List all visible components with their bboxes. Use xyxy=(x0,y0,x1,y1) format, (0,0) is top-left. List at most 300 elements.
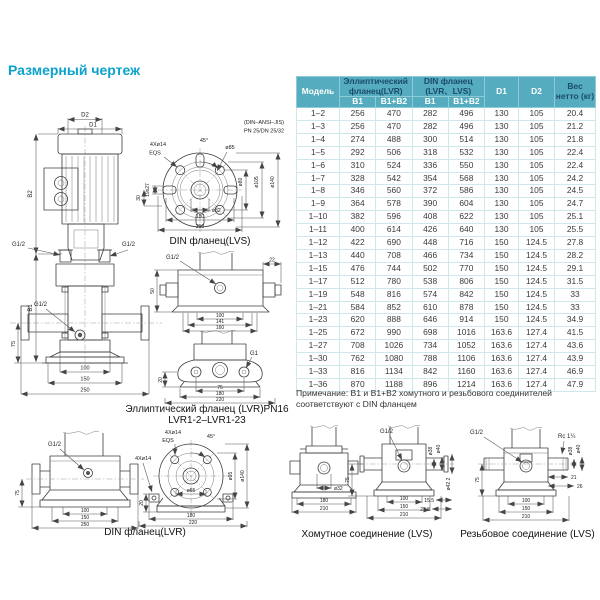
table-cell: 163.6 xyxy=(485,379,519,392)
table-cell: 130 xyxy=(485,224,519,237)
table-cell: 1–5 xyxy=(297,146,340,159)
table-cell: 584 xyxy=(340,301,376,314)
table-cell: 1160 xyxy=(448,366,484,379)
table-cell: 105 xyxy=(519,133,555,146)
table-cell: 816 xyxy=(376,288,412,301)
table-cell: 524 xyxy=(376,159,412,172)
table-cell: 124.5 xyxy=(519,301,555,314)
clamp-connection-drawing xyxy=(286,424,456,526)
dim-label-d140: ø140 xyxy=(270,176,276,188)
table-cell: 124.5 xyxy=(519,288,555,301)
table-cell: 364 xyxy=(340,198,376,211)
table-cell: 346 xyxy=(340,185,376,198)
dim-label-15-5: 15.5 xyxy=(424,498,434,504)
table-cell: 550 xyxy=(448,159,484,172)
dim-label-20: 20 xyxy=(158,377,164,383)
table-cell: 105 xyxy=(519,185,555,198)
caption-elliptical-line2: LVR1-2–LVR1-23 xyxy=(168,415,246,426)
table-cell: 512 xyxy=(340,275,376,288)
table-cell: 41.5 xyxy=(555,327,596,340)
table-cell: 43.6 xyxy=(555,340,596,353)
dim-label-22-5: 22.5 xyxy=(420,507,430,513)
table-cell: 336 xyxy=(412,159,448,172)
table-cell: 1080 xyxy=(376,353,412,366)
table-cell: 274 xyxy=(340,133,376,146)
dim-label-d42-2: ø42.2 xyxy=(446,477,452,491)
table-cell: 124.5 xyxy=(519,314,555,327)
table-cell: 1214 xyxy=(448,379,484,392)
dim-label-75: 75 xyxy=(11,340,17,348)
table-row xyxy=(297,185,596,198)
table-cell: 816 xyxy=(340,366,376,379)
table-cell: 672 xyxy=(340,327,376,340)
table-cell: 127.4 xyxy=(519,327,555,340)
table-row xyxy=(297,172,596,185)
clamp-mid-dimensions xyxy=(150,255,281,332)
table-cell: 1–2 xyxy=(297,107,340,120)
col-group-elliptical-flange: Эллиптический фланец(LVR) xyxy=(340,77,413,97)
table-cell: 734 xyxy=(448,249,484,262)
table-cell: 1106 xyxy=(448,353,484,366)
table-cell: 488 xyxy=(376,133,412,146)
dim-label-100: 100 xyxy=(80,508,90,514)
table-cell: 496 xyxy=(448,120,484,133)
dim-label-210: 210 xyxy=(521,514,531,520)
table-cell: 470 xyxy=(376,107,412,120)
table-cell: 604 xyxy=(448,198,484,211)
table-cell: 150 xyxy=(485,314,519,327)
table-cell: 105 xyxy=(519,198,555,211)
dim-label-150: 150 xyxy=(521,506,531,512)
table-cell: 130 xyxy=(485,198,519,211)
table-cell: 105 xyxy=(519,172,555,185)
table-cell: 24.2 xyxy=(555,172,596,185)
dim-label-21: 21 xyxy=(571,475,577,481)
table-cell: 130 xyxy=(485,159,519,172)
table-cell: 150 xyxy=(485,275,519,288)
table-cell: 708 xyxy=(376,249,412,262)
lvr-side-shapes xyxy=(26,431,144,507)
dim-label-d1: D1 xyxy=(89,122,97,129)
table-row xyxy=(297,198,596,211)
table-header xyxy=(297,77,596,108)
table-cell: 1–19 xyxy=(297,288,340,301)
table-cell: 422 xyxy=(340,237,376,250)
table-cell: 1–10 xyxy=(297,211,340,224)
table-cell: 1–13 xyxy=(297,249,340,262)
table-cell: 734 xyxy=(412,340,448,353)
table-cell: 1–21 xyxy=(297,301,340,314)
table-cell: 130 xyxy=(485,146,519,159)
clamp-connection-right-dimensions xyxy=(345,429,452,519)
table-row xyxy=(297,237,596,250)
table-cell: 640 xyxy=(448,224,484,237)
table-cell: 33 xyxy=(555,288,596,301)
dim-label-d105: ø105 xyxy=(254,176,260,188)
elliptical-flange-dimensions xyxy=(158,351,275,404)
table-cell: 46.9 xyxy=(555,366,596,379)
lvr-flange-front-view-drawing xyxy=(133,426,263,530)
table-cell: 646 xyxy=(412,314,448,327)
table-cell: 1–4 xyxy=(297,133,340,146)
col-header-b1-elliptical: B1 xyxy=(340,97,376,108)
table-cell: 470 xyxy=(376,120,412,133)
lvr-flange-shapes xyxy=(149,440,233,514)
elliptical-flange-shapes xyxy=(178,330,262,387)
table-cell: 400 xyxy=(340,224,376,237)
dim-label-210b: 210 xyxy=(399,512,409,518)
table-cell: 27.8 xyxy=(555,237,596,250)
dim-label-eqs: EQS xyxy=(162,438,174,444)
dim-label-26: 26 xyxy=(577,484,583,490)
table-row xyxy=(297,327,596,340)
dim-label-100: 100 xyxy=(80,365,90,372)
table-cell: 130 xyxy=(485,133,519,146)
table-cell: 870 xyxy=(340,379,376,392)
table-cell: 150 xyxy=(485,237,519,250)
table-cell: 292 xyxy=(340,146,376,159)
dim-label-b1: B1 xyxy=(28,304,34,312)
col-header-weight: Вес нетто (кг) xyxy=(555,77,596,108)
table-cell: 105 xyxy=(519,146,555,159)
dim-label-150: 150 xyxy=(80,515,90,521)
table-cell: 1–12 xyxy=(297,237,340,250)
table-cell: 888 xyxy=(376,314,412,327)
table-cell: 105 xyxy=(519,120,555,133)
table-cell: 105 xyxy=(519,224,555,237)
table-cell: 282 xyxy=(412,120,448,133)
dim-label-160: 160 xyxy=(215,325,225,331)
dim-label-g12: G1/2 xyxy=(48,442,62,448)
dim-label-50: 50 xyxy=(150,288,156,294)
table-cell: 390 xyxy=(412,198,448,211)
dim-label-4xd14: 4Xø14 xyxy=(149,142,167,148)
table-cell: 300 xyxy=(412,133,448,146)
dim-label-d40: ø40 xyxy=(576,444,582,454)
table-cell: 163.6 xyxy=(485,340,519,353)
table-cell: 538 xyxy=(412,275,448,288)
lvr-flange-dimensions xyxy=(135,430,249,527)
table-cell: 532 xyxy=(448,146,484,159)
dim-label-150: 150 xyxy=(80,376,90,383)
table-note xyxy=(296,388,596,410)
col-group-din-flange: DIN фланец (LVR、LVS) xyxy=(412,77,485,97)
table-cell: 43.9 xyxy=(555,353,596,366)
table-cell: 127.4 xyxy=(519,353,555,366)
dim-label-250: 250 xyxy=(80,522,90,528)
table-cell: 256 xyxy=(340,107,376,120)
table-cell: 124.5 xyxy=(519,275,555,288)
lvs-flange-dimensions xyxy=(136,120,284,232)
table-cell: 124.5 xyxy=(519,262,555,275)
note-line-1: Примечание: B1 и B1+B2 хомутного и резьбового соединителей xyxy=(296,388,552,398)
table-cell: 614 xyxy=(376,224,412,237)
table-cell: 610 xyxy=(412,301,448,314)
dim-label-d2: D2 xyxy=(81,112,89,119)
dim-label-220: 220 xyxy=(188,520,198,526)
table-cell: 130 xyxy=(485,120,519,133)
table-row xyxy=(297,146,596,159)
dim-label-75: 75 xyxy=(15,490,21,496)
standard-label-line1: (DIN–ANSI–JIS) xyxy=(243,120,285,126)
dim-label-b2: B2 xyxy=(28,190,34,198)
table-row xyxy=(297,224,596,237)
table-cell: 506 xyxy=(376,146,412,159)
dim-label-g12-right: G1/2 xyxy=(122,242,136,248)
lvr-side-view-drawing xyxy=(12,430,140,534)
table-cell: 25.1 xyxy=(555,211,596,224)
table-cell: 163.6 xyxy=(485,366,519,379)
col-header-d2: D2 xyxy=(519,77,555,108)
table-cell: 354 xyxy=(412,172,448,185)
dim-label-100: 100 xyxy=(521,498,531,504)
caption-din-flange-lvs: DIN фланец(LVS) xyxy=(169,236,251,247)
table-cell: 328 xyxy=(340,172,376,185)
clamp-mid-view-drawing xyxy=(148,250,293,334)
table-cell: 502 xyxy=(412,262,448,275)
dim-label-d38: ø38 xyxy=(428,446,434,456)
dim-label-30: 30 xyxy=(136,195,142,201)
table-cell: 382 xyxy=(340,211,376,224)
note-line-2: соответствуют с DIN фланцем xyxy=(296,399,417,410)
table-cell: 1–17 xyxy=(297,275,340,288)
table-cell: 1016 xyxy=(448,327,484,340)
table-cell: 21.2 xyxy=(555,120,596,133)
table-cell: 127.4 xyxy=(519,379,555,392)
table-cell: 542 xyxy=(376,172,412,185)
table-cell: 34.9 xyxy=(555,314,596,327)
table-cell: 20.4 xyxy=(555,107,596,120)
caption-elliptical-flange xyxy=(122,404,292,426)
table-cell: 1188 xyxy=(376,379,412,392)
dim-label-180: 180 xyxy=(186,513,196,519)
table-cell: 47.9 xyxy=(555,379,596,392)
dim-label-180: 180 xyxy=(215,391,225,397)
dim-label-75: 75 xyxy=(475,477,481,483)
dim-label-210: 210 xyxy=(195,224,205,230)
table-body xyxy=(297,107,596,391)
dim-label-45deg: 45° xyxy=(199,138,209,144)
table-cell: 31.5 xyxy=(555,275,596,288)
table-cell: 1–15 xyxy=(297,262,340,275)
table-cell: 21.8 xyxy=(555,133,596,146)
table-cell: 1052 xyxy=(448,340,484,353)
dim-label-d32: ø32 xyxy=(212,208,221,214)
table-row xyxy=(297,353,596,366)
table-row xyxy=(297,366,596,379)
table-cell: 318 xyxy=(412,146,448,159)
table-cell: 596 xyxy=(376,211,412,224)
table-row xyxy=(297,340,596,353)
caption-clamp-connection: Хомутное соединение (LVS) xyxy=(301,529,433,540)
col-header-b1b2-elliptical: B1+B2 xyxy=(376,97,412,108)
dim-label-150: 150 xyxy=(399,504,409,510)
table-cell: 1–27 xyxy=(297,340,340,353)
table-row xyxy=(297,133,596,146)
table-cell: 806 xyxy=(448,275,484,288)
table-cell: 690 xyxy=(376,237,412,250)
dim-label-75: 75 xyxy=(217,385,223,391)
table-row xyxy=(297,288,596,301)
caption-threaded-connection: Резьбовое соединение (LVS) xyxy=(460,529,595,540)
table-cell: 256 xyxy=(340,120,376,133)
table-cell: 105 xyxy=(519,211,555,224)
table-cell: 1–23 xyxy=(297,314,340,327)
table-cell: 586 xyxy=(448,185,484,198)
table-cell: 708 xyxy=(340,340,376,353)
table-row xyxy=(297,275,596,288)
table-cell: 105 xyxy=(519,107,555,120)
table-cell: 1026 xyxy=(376,340,412,353)
table-cell: 1–30 xyxy=(297,353,340,366)
table-cell: 1–7 xyxy=(297,172,340,185)
dim-label-180: 180 xyxy=(195,214,205,220)
dim-label-d85: ø85 xyxy=(225,145,235,151)
table-cell: 560 xyxy=(376,185,412,198)
table-cell: 33 xyxy=(555,301,596,314)
table-cell: 150 xyxy=(485,262,519,275)
table-cell: 1–3 xyxy=(297,120,340,133)
table-cell: 1–6 xyxy=(297,159,340,172)
table-cell: 1–8 xyxy=(297,185,340,198)
table-cell: 24.5 xyxy=(555,185,596,198)
dim-label-d40: ø40 xyxy=(436,444,442,454)
lvs-flange-top-view-drawing xyxy=(128,108,296,244)
col-header-d1: D1 xyxy=(485,77,519,108)
dim-label-20: 20 xyxy=(139,500,145,506)
table-cell: 548 xyxy=(340,288,376,301)
table-cell: 124.5 xyxy=(519,249,555,262)
table-row xyxy=(297,107,596,120)
table-cell: 698 xyxy=(412,327,448,340)
table-cell: 163.6 xyxy=(485,353,519,366)
table-cell: 105 xyxy=(519,159,555,172)
caption-elliptical-line1: Эллиптический фланец (LVR)PN16 xyxy=(125,404,289,415)
dim-label-180: 180 xyxy=(319,498,329,504)
dim-label-g1: G1 xyxy=(250,351,259,357)
clamp-connection-right-shapes xyxy=(358,425,454,496)
dim-label-141: 141 xyxy=(215,319,225,325)
caption-din-flange-lvr: DIN фланец(LVR) xyxy=(104,527,186,538)
dim-label-4xd14-left: 4Xø14 xyxy=(135,456,152,462)
table-cell: 150 xyxy=(485,249,519,262)
table-cell: 150 xyxy=(485,301,519,314)
table-cell: 25.5 xyxy=(555,224,596,237)
table-cell: 990 xyxy=(376,327,412,340)
table-cell: 578 xyxy=(376,198,412,211)
table-cell: 770 xyxy=(448,262,484,275)
dimensions-table xyxy=(296,76,596,392)
table-cell: 448 xyxy=(412,237,448,250)
table-cell: 716 xyxy=(448,237,484,250)
dim-label-g12: G1/2 xyxy=(470,430,484,436)
dim-label-45deg: 45° xyxy=(206,434,216,440)
table-cell: 130 xyxy=(485,211,519,224)
table-cell: 310 xyxy=(340,159,376,172)
table-cell: 1–9 xyxy=(297,198,340,211)
table-cell: 426 xyxy=(412,224,448,237)
dim-label-eqs: EQS xyxy=(149,150,161,157)
dim-label-250: 250 xyxy=(80,387,90,394)
table-row xyxy=(297,301,596,314)
table-cell: 408 xyxy=(412,211,448,224)
dim-label-d32: ø32 xyxy=(334,486,343,492)
table-cell: 1–33 xyxy=(297,366,340,379)
table-row xyxy=(297,159,596,172)
table-cell: 24.7 xyxy=(555,198,596,211)
table-cell: 852 xyxy=(376,301,412,314)
threaded-connection-drawing xyxy=(452,424,600,526)
dim-label-4xd14-top: 4Xø14 xyxy=(164,430,182,436)
table-cell: 29.1 xyxy=(555,262,596,275)
threaded-connection-dimensions xyxy=(470,430,583,521)
table-cell: 1134 xyxy=(376,366,412,379)
table-cell: 163.6 xyxy=(485,327,519,340)
table-cell: 1–36 xyxy=(297,379,340,392)
dim-label-d65: ø65 xyxy=(186,488,196,494)
col-header-b1b2-din: B1+B2 xyxy=(448,97,484,108)
table-cell: 496 xyxy=(448,107,484,120)
col-header-model: Модель xyxy=(297,77,340,108)
table-cell: 372 xyxy=(412,185,448,198)
table-cell: 568 xyxy=(448,172,484,185)
table-cell: 150 xyxy=(485,288,519,301)
dim-label-g12-left: G1/2 xyxy=(12,242,26,248)
elliptical-flange-view-drawing xyxy=(148,330,293,405)
dim-label-d80: ø80 xyxy=(238,177,244,187)
table-cell: 476 xyxy=(340,262,376,275)
standard-label-line2: PN 25/DN 25/32 xyxy=(243,128,285,135)
table-cell: 466 xyxy=(412,249,448,262)
dim-label-g12: G1/2 xyxy=(166,255,180,261)
dim-label-g12-drain: G1/2 xyxy=(34,302,48,308)
dim-label-19x27: 19x27 xyxy=(145,183,151,197)
table-cell: 620 xyxy=(340,314,376,327)
table-cell: 762 xyxy=(340,353,376,366)
table-cell: 896 xyxy=(412,379,448,392)
table-cell: 842 xyxy=(448,288,484,301)
table-cell: 744 xyxy=(376,262,412,275)
dim-label-210: 210 xyxy=(319,506,329,512)
dim-label-d38: ø38 xyxy=(568,446,574,456)
table-cell: 842 xyxy=(412,366,448,379)
table-cell: 130 xyxy=(485,185,519,198)
lvr-side-dimensions xyxy=(15,442,138,529)
dim-label-22: 22 xyxy=(269,257,275,264)
table-cell: 22.4 xyxy=(555,146,596,159)
dim-label-rc: Rc 1¼ xyxy=(558,434,576,440)
table-cell: 130 xyxy=(485,107,519,120)
table-cell: 440 xyxy=(340,249,376,262)
table-cell: 127.4 xyxy=(519,340,555,353)
dim-label-220: 220 xyxy=(215,397,225,403)
dim-label-d140: ø140 xyxy=(240,470,246,482)
table-row xyxy=(297,262,596,275)
dim-label-g12: G1/2 xyxy=(380,429,394,435)
dim-label-d95: ø95 xyxy=(228,471,234,481)
table-cell: 780 xyxy=(376,275,412,288)
table-cell: 127.4 xyxy=(519,366,555,379)
table-cell: 1–11 xyxy=(297,224,340,237)
table-cell: 514 xyxy=(448,133,484,146)
table-cell: 622 xyxy=(448,211,484,224)
table-cell: 1–25 xyxy=(297,327,340,340)
table-cell: 22.4 xyxy=(555,159,596,172)
table-row xyxy=(297,211,596,224)
table-cell: 28.2 xyxy=(555,249,596,262)
table-row xyxy=(297,314,596,327)
clamp-connection-left-shapes xyxy=(290,425,358,498)
